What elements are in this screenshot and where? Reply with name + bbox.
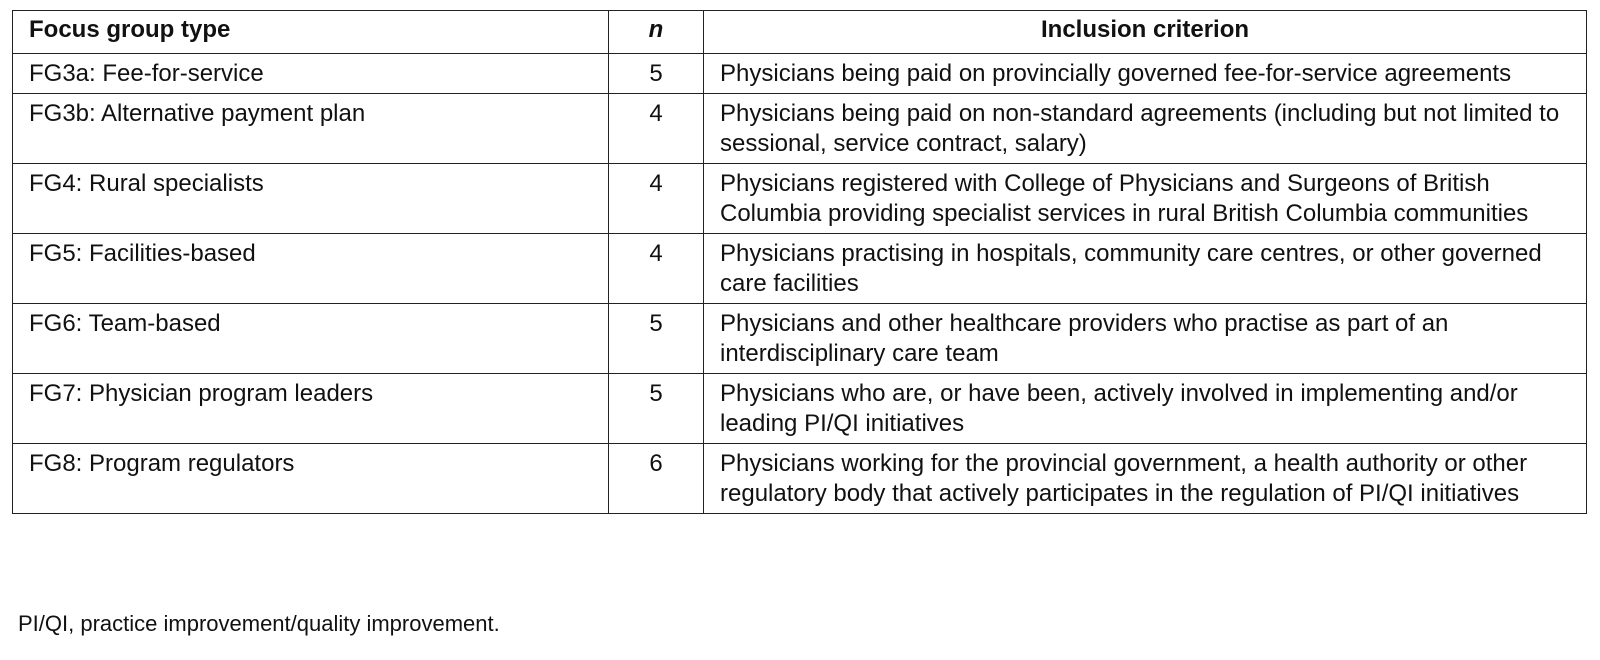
table-footnote: PI/QI, practice improvement/quality improvement. <box>18 611 500 636</box>
cell-n: 4 <box>609 164 704 234</box>
table-row <box>13 234 1587 304</box>
cell-inclusion-criterion: Physicians being paid on non-standard agreements (including but not limited to sessional, service contract, salary) <box>704 94 1587 164</box>
table-row <box>13 444 1587 514</box>
header-n: n <box>609 11 704 54</box>
table-row <box>13 164 1587 234</box>
table-row <box>13 374 1587 444</box>
cell-n: 5 <box>609 54 704 94</box>
header-focus-group-type: Focus group type <box>13 11 609 54</box>
cell-n: 4 <box>609 94 704 164</box>
cell-n: 5 <box>609 304 704 374</box>
cell-focus-group-type: FG3a: Fee-for-service <box>13 54 609 94</box>
cell-inclusion-criterion: Physicians working for the provincial government, a health authority or other regulatory body that actively participates in the regulation of PI/QI initiatives <box>704 444 1587 514</box>
cell-inclusion-criterion: Physicians practising in hospitals, community care centres, or other governed care facilities <box>704 234 1587 304</box>
cell-focus-group-type: FG3b: Alternative payment plan <box>13 94 609 164</box>
focus-group-table <box>12 10 1587 514</box>
table-row <box>13 94 1587 164</box>
cell-inclusion-criterion: Physicians being paid on provincially governed fee-for-service agreements <box>704 54 1587 94</box>
cell-focus-group-type: FG8: Program regulators <box>13 444 609 514</box>
cell-focus-group-type: FG5: Facilities-based <box>13 234 609 304</box>
cell-inclusion-criterion: Physicians registered with College of Physicians and Surgeons of British Columbia providing specialist services in rural British Columbia communities <box>704 164 1587 234</box>
cell-n: 6 <box>609 444 704 514</box>
cell-inclusion-criterion: Physicians who are, or have been, actively involved in implementing and/or leading PI/QI initiatives <box>704 374 1587 444</box>
header-inclusion-criterion: Inclusion criterion <box>704 11 1587 54</box>
cell-focus-group-type: FG7: Physician program leaders <box>13 374 609 444</box>
cell-n: 5 <box>609 374 704 444</box>
cell-inclusion-criterion: Physicians and other healthcare providers who practise as part of an interdisciplinary care team <box>704 304 1587 374</box>
focus-group-table-container <box>12 10 1586 514</box>
cell-n: 4 <box>609 234 704 304</box>
table-header-row <box>13 11 1587 54</box>
cell-focus-group-type: FG4: Rural specialists <box>13 164 609 234</box>
cell-focus-group-type: FG6: Team-based <box>13 304 609 374</box>
table-row <box>13 54 1587 94</box>
table-row <box>13 304 1587 374</box>
